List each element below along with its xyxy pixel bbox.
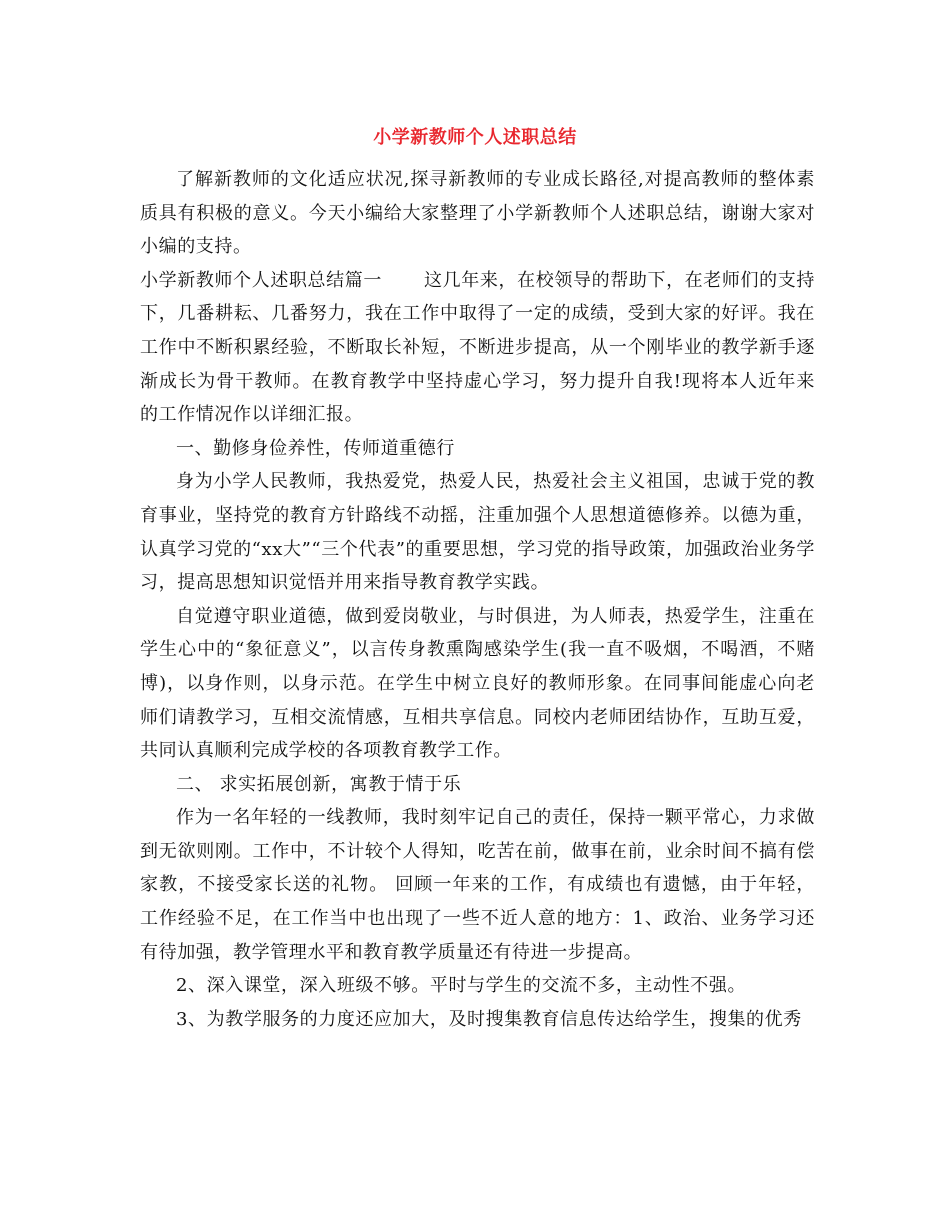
paragraph-five: 3、为教学服务的力度还应加大，及时搜集教育信息传达给学生，搜集的优秀: [176, 1008, 802, 1030]
intro-paragraph: 了解新教师的文化适应状况,探寻新教师的专业成长路径,对提高教师的整体素质具有积极的意义。今天小编给大家整理了小学新教师个人述职总结，谢谢大家对小编的支持。: [140, 169, 815, 258]
section-heading-two: 二、 求实拓展创新，寓教于情于乐: [176, 773, 462, 795]
paragraph-two: 自觉遵守职业道德，做到爱岗敬业，与时俱进，为人师表，热爱学生，注重在学生心中的“象征意义”，以言传身教熏陶感染学生(我一直不吸烟，不喝酒，不赌博)，以身作则，以身示范。在学生中树立良好的教师形象。在同事间能虚心向老师们请教学习，互相交流情感，互相共享信息。同校内老师团结协作，互助互爱，共同认真顺利完成学校的各项教育教学工作。: [140, 605, 815, 762]
paragraph-three: 作为一名年轻的一线教师，我时刻牢记自己的责任，保持一颗平常心，力求做到无欲则刚。工作中，不计较个人得知，吃苦在前，做事在前，业余时间不搞有偿家教，不接受家长送的礼物。 回顾一年来的工作，有成绩也有遗憾，由于年轻，工作经验不足，在工作当中也出现了一些不近人意的地方：1、政治、业务学习还有待加强，教学管理水平和教育教学质量还有待进一步提高。: [140, 807, 815, 963]
document-body: [140, 163, 815, 1036]
paragraph-four: 2、深入课堂，深入班级不够。平时与学生的交流不多，主动性不强。: [176, 975, 747, 997]
part-one-label: 小学新教师个人述职总结篇一: [140, 269, 383, 291]
part-one-text: 这几年来，在校领导的帮助下，在老师们的支持下，几番耕耘、几番努力，我在工作中取得了一定的成绩，受到大家的好评。我在工作中不断积累经验，不断取长补短，不断进步提高，从一个刚毕业的教学新手逐渐成长为骨干教师。在教育教学中坚持虚心学习，努力提升自我!现将本人近年来的工作情况作以详细汇报。: [140, 269, 815, 426]
paragraph-one: 身为小学人民教师，我热爱党，热爱人民，热爱社会主义祖国，忠诚于党的教育事业，坚持党的教育方针路线不动摇，注重加强个人思想道德修养。以德为重，认真学习党的“xx大”“三个代表”的重要思想，学习党的指导政策，加强政治业务学习，提高思想知识觉悟并用来指导教育教学实践。: [140, 471, 815, 594]
part-one-paragraph: [140, 264, 815, 432]
page-title: 小学新教师个人述职总结: [373, 127, 577, 148]
section-heading-one: 一、勤修身俭养性，传师道重德行: [176, 437, 455, 459]
